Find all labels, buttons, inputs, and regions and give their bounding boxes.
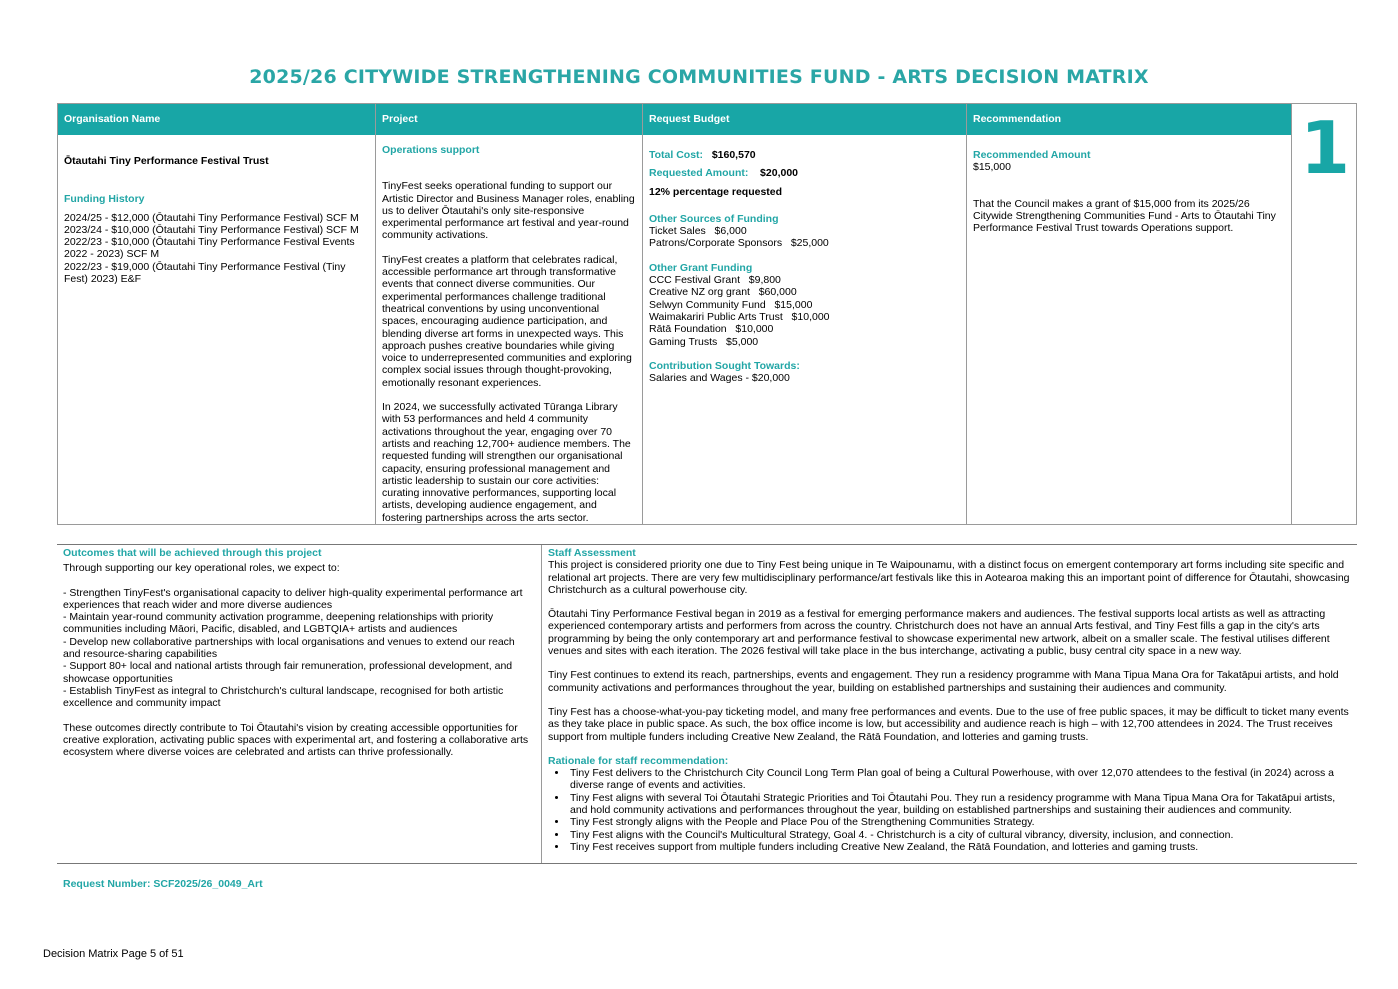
staff-assessment-label: Staff Assessment: [548, 547, 636, 559]
other-grant-item: Waimakariri Public Arts Trust $10,000: [649, 310, 830, 323]
other-source-item: Ticket Sales $6,000: [649, 225, 747, 238]
assessment-section: [57, 544, 1357, 864]
funding-history-label: Funding History: [64, 193, 145, 206]
other-sources-label: Other Sources of Funding: [649, 212, 779, 225]
divider: [1291, 104, 1292, 524]
rationale-item: • Tiny Fest aligns with the Council's Multicultural Strategy, Goal 4. - Christchurch is a city of cultural vibrancy, diversity, inclusion, and connection.: [568, 829, 1352, 841]
organisation-column: [58, 135, 375, 524]
project-paragraph: TinyFest seeks operational funding to support our Artistic Director and Business Manager roles, enabling us to deliver Ōtautahi's only site-responsive experimental performance art festival and year-round community activations.: [382, 180, 635, 242]
header-organisation: Organisation Name: [58, 104, 376, 135]
organisation-name: Ōtautahi Tiny Performance Festival Trust: [64, 155, 269, 167]
header-project: Project: [376, 104, 643, 135]
funding-history-item: 2022/23 - $10,000 (Ōtautahi Tiny Performance Festival Events 2022 - 2023) SCF M: [64, 236, 355, 261]
recommended-amount-value: $15,000: [973, 161, 1011, 174]
outcome-item: - Develop new collaborative partnerships with local organisations and venues to extend our reach and resource-sharing capabilities: [63, 635, 515, 661]
project-paragraph: TinyFest creates a platform that celebrates radical, accessible performance art through transformative events that connect diverse communities. Our experimental performances challenge traditional theatrical conventions by using unconventional spaces, encouraging audience participation, and blending diverse art forms in unexpected ways. This approach pushes creative boundaries while giving voice to underrepresented communities and exploring complex social issues through thought-provoking, emotionally resonant experiences.: [382, 253, 632, 389]
other-grant-item: CCC Festival Grant $9,800: [649, 274, 781, 287]
outcome-item: - Establish TinyFest as integral to Christchurch's cultural landscape, recognised for both artistic excellence and community impact: [63, 684, 504, 710]
outcomes-label: Outcomes that will be achieved through this project: [63, 547, 322, 559]
other-grant-item: Selwyn Community Fund $15,000: [649, 298, 813, 311]
outcomes-closing: These outcomes directly contribute to Toi Ōtautahi's vision by creating accessible opportunities for creative exploration, activating public spaces with experimental art, and fostering a collaborative arts ecosystem where diverse voices are celebrated and artists can thrive professionally.: [63, 721, 529, 759]
total-cost-label: Total Cost:: [649, 149, 704, 161]
assessment-paragraph: Ōtautahi Tiny Performance Festival began in 2019 as a festival for emerging performance makers and audiences. The festival supports local artists as well as attracting experienced contemporary artists and performers from across the country. Christchurch does not have an annual Arts festival, and Tiny Fest fills a gap in the city's arts programming by being the only contemporary art and performance festival to showcase experimental new artwork, albeit on a smaller scale. The festival utilises different venues and sites with each iteration. The 2026 festival will take place in the bus interchange, activating a public, busy central city space in a new way.: [548, 608, 1330, 658]
decision-table: [57, 103, 1357, 525]
outcomes-column: [63, 547, 533, 758]
page-footer: Decision Matrix Page 5 of 51: [43, 948, 184, 960]
rationale-item: • Tiny Fest receives support from multiple funders including Creative New Zealand, the Rātā Foundation, and lotteries and gaming trusts.: [568, 841, 1352, 853]
assessment-paragraph: Tiny Fest has a choose-what-you-pay ticketing model, and many free performances and events. Due to the use of free public spaces, it may be difficult to ticket many events as they take place in public space. As such, the box office income is low, but accessibility and audience reach is high – with 12,700 attendees in 2024. The Trust receives support from multiple funders including Creative New Zealand, the Rātā Foundation, and lotteries and gaming trusts.: [548, 705, 1349, 743]
other-source-item: Patrons/Corporate Sponsors $25,000: [649, 237, 829, 250]
other-grant-item: Gaming Trusts $5,000: [649, 335, 759, 348]
project-title: Operations support: [382, 144, 480, 156]
funding-history-item: 2022/23 - $19,000 (Ōtautahi Tiny Performance Festival (Tiny Fest) 2023) E&F: [64, 260, 346, 286]
assessment-paragraph: Tiny Fest continues to extend its reach, partnerships, events and engagement. They run a residency programme with Mana Tipua Mana Ora for Takatāpui artists, and hold community activations and performances throughout the year, building on established partnerships and sustaining their audiences and community.: [548, 669, 1339, 694]
outcome-item: - Maintain year-round community activation programme, deepening relationships with priority communities including Māori, Pacific, disabled, and LGBTQIA+ artists and audiences: [63, 611, 494, 636]
header-recommendation: Recommendation: [967, 104, 1292, 135]
contribution-label: Contribution Sought Towards:: [649, 359, 800, 372]
requested-amount-label: Requested Amount:: [649, 167, 749, 180]
other-grant-item: Creative NZ org grant $60,000: [649, 286, 797, 299]
outcome-item: - Support 80+ local and national artists through fair remuneration, professional development, and showcase opportunities: [63, 660, 513, 685]
assessment-paragraph: This project is considered priority one due to Tiny Fest being unique in Te Waipounamu, with a distinct focus on emergent contemporary art forms including site specific and relational art projects. There are very few multidisciplinary performance/art festivals like this in Aotearoa making this an important point of difference for Ōtautahi, showcasing Christchurch as a cultural powerhouse city.: [548, 559, 1350, 596]
recommendation-column: [967, 135, 1291, 524]
rationale-list: [548, 767, 1352, 853]
page-title: 2025/26 CITYWIDE STRENGTHENING COMMUNITIES FUND - ARTS DECISION MATRIX: [249, 66, 1149, 88]
request-number: Request Number: SCF2025/26_0049_Art: [63, 878, 263, 890]
recommendation-text: That the Council makes a grant of $15,000 from its 2025/26 Citywide Strengthening Communities Fund - Arts to Ōtautahi Tiny Performance Festival Trust towards Operations support.: [973, 197, 1276, 235]
rationale-label: Rationale for staff recommendation:: [548, 754, 729, 767]
recommended-amount-label: Recommended Amount: [973, 149, 1091, 161]
other-grants-label: Other Grant Funding: [649, 261, 753, 274]
funding-history-item: 2024/25 - $12,000 (Ōtautahi Tiny Performance Festival) SCF M: [64, 211, 359, 224]
rationale-item: • Tiny Fest strongly aligns with the People and Place Pou of the Strengthening Communities Strategy.: [568, 816, 1352, 828]
outcomes-intro: Through supporting our key operational roles, we expect to:: [63, 562, 340, 575]
total-cost-value: $160,570: [711, 149, 756, 161]
other-grant-item: Rātā Foundation $10,000: [649, 323, 774, 336]
project-column: [376, 135, 642, 524]
budget-column: [643, 135, 966, 524]
divider: [541, 545, 542, 863]
rationale-item: • Tiny Fest aligns with several Toi Ōtautahi Strategic Priorities and Toi Ōtautahi Pou. They run a residency programme with Mana Tipua Mana Ora for Takatāpui artists, and hold community activations and performances throughout the year, building on established partnerships and sustaining their audiences and community.: [568, 792, 1352, 817]
outcome-item: - Strengthen TinyFest's organisational capacity to deliver high-quality experimental performance art experiences that reach wider and more diverse audiences: [63, 586, 523, 611]
staff-assessment-column: [548, 547, 1352, 853]
contribution-value: Salaries and Wages - $20,000: [649, 372, 790, 385]
percentage-requested: 12% percentage requested: [649, 185, 783, 198]
priority-number: 1: [1299, 106, 1351, 190]
requested-amount-value: $20,000: [760, 167, 799, 180]
rationale-item: • Tiny Fest delivers to the Christchurch City Council Long Term Plan goal of being a Cultural Powerhouse, with over 12,070 attendees to the festival (in 2024) across a diverse range of events and activities.: [568, 767, 1352, 792]
project-paragraph: In 2024, we successfully activated Tūranga Library with 53 performances and held 4 community activations throughout the year, engaging over 70 artists and reaching 12,700+ audience members. The requested funding will strengthen our organisational capacity, ensuring professional management and artistic leadership to sustain our core activities: curating innovative performances, supporting local artists, developing audience engagement, and fostering partnerships across the arts sector.: [382, 401, 631, 524]
header-budget: Request Budget: [643, 104, 967, 135]
funding-history-item: 2023/24 - $10,000 (Ōtautahi Tiny Performance Festival) SCF M: [64, 223, 359, 236]
